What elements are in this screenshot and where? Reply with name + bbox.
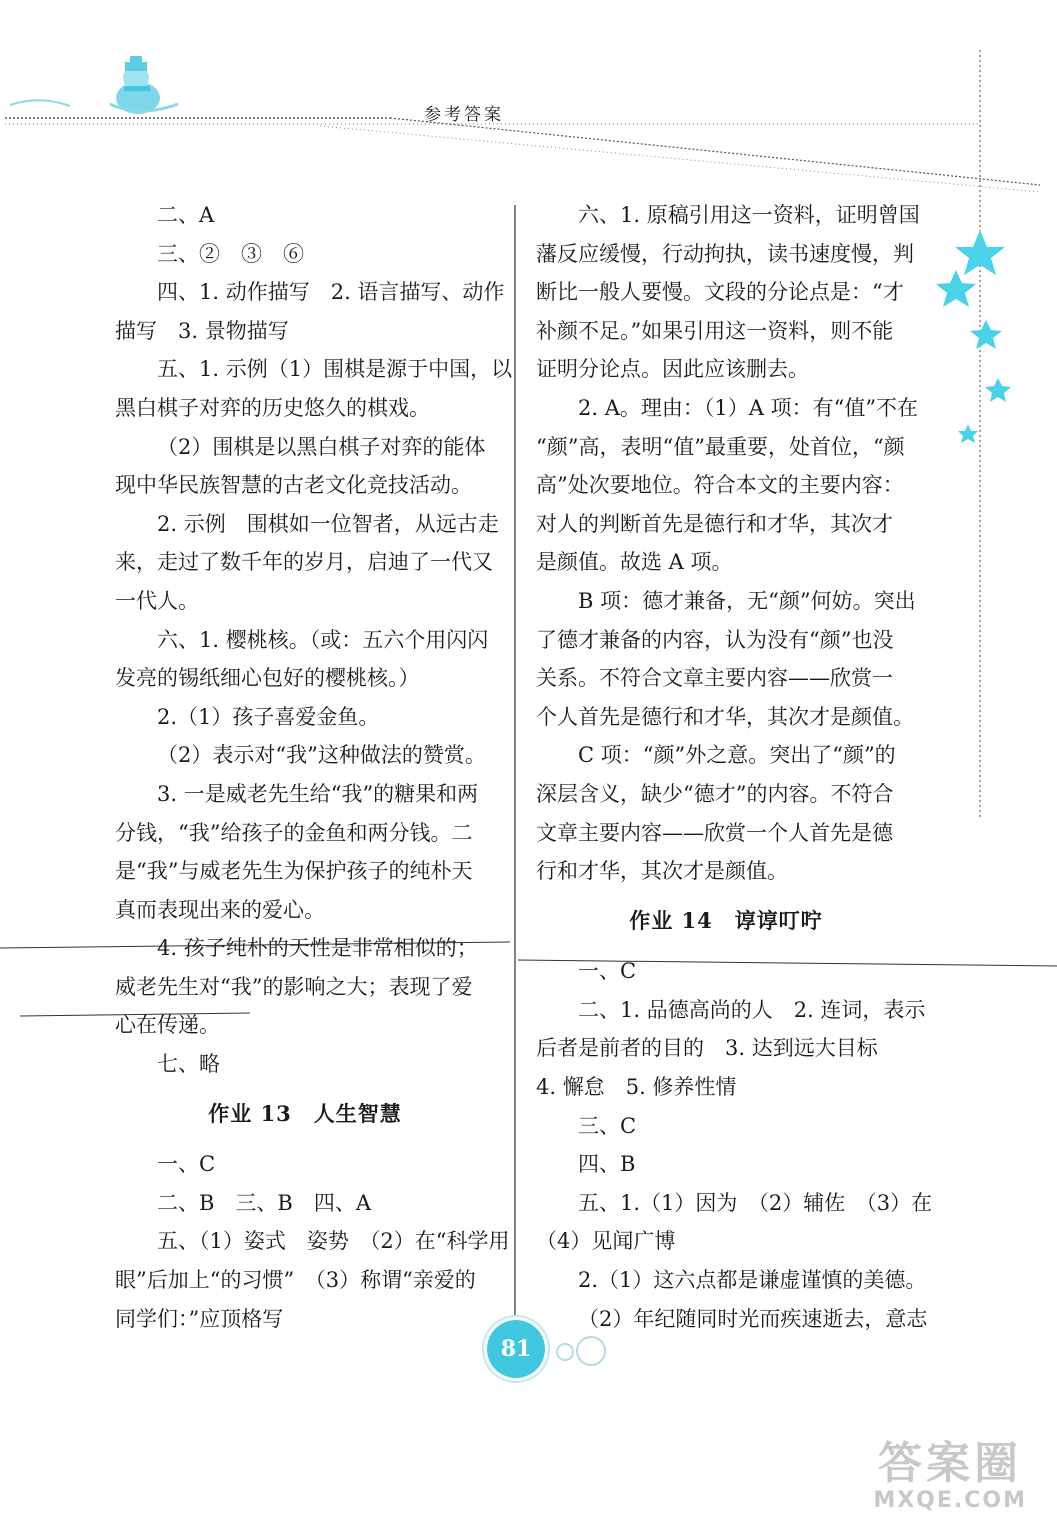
text-line: 一代人。 — [115, 588, 199, 613]
watermark-url: MXQE.COM — [873, 1488, 1027, 1513]
text-line: 深层含义，缺少“德才”的内容。不符合 — [536, 781, 894, 806]
text-line: 现中华民族智慧的古老文化竞技活动。 — [115, 473, 472, 498]
text-line: 二、A — [157, 203, 215, 227]
text-line: 五、1. 示例（1）围棋是源于中国，以 — [157, 357, 513, 382]
text-line: 2. 示例 围棋如一位智者，从远古走 — [157, 511, 499, 536]
text-line: 四、B — [578, 1152, 636, 1177]
header-title: 参考答案 — [424, 105, 504, 125]
text-line: 三、C — [578, 1113, 637, 1138]
text-line: 2. A。理由：（1）A 项：有“值”不在 — [578, 395, 919, 420]
text-line: 4. 懈怠 5. 修养性情 — [536, 1075, 737, 1100]
watermark — [873, 1440, 1027, 1514]
text-line: （2）围棋是以黑白棋子对弈的能体 — [157, 434, 486, 459]
text-line: 是颜值。故选 A 项。 — [536, 550, 733, 575]
text-line: 黑白棋子对弈的历史悠久的棋戏。 — [115, 395, 430, 420]
text-line: 三、② ③ ⑥ — [157, 241, 304, 266]
text-line: 4. 孩子纯朴的天性是非常相似的； — [157, 936, 478, 961]
text-line: 六、1. 樱桃核。（或：五六个用闪闪 — [157, 627, 489, 652]
text-line: 威老先生对“我”的影响之大；表现了爱 — [115, 974, 473, 999]
text-line: 行和才华，其次才是颜值。 — [536, 859, 788, 884]
text-line: 二、B 三、B 四、A — [157, 1190, 372, 1215]
text-line: C 项：“颜”外之意。突出了“颜”的 — [578, 743, 896, 768]
text-line: 一、C — [578, 959, 637, 984]
text-line: 二、1. 品德高尚的人 2. 连词，表示 — [578, 997, 926, 1022]
text-line: 后者是前者的目的 3. 达到远大目标 — [536, 1036, 878, 1061]
decor-circle-small — [556, 1343, 574, 1361]
text-line: 关系。不符合文章主要内容——欣赏一 — [536, 666, 893, 691]
text-line: 断比一般人要慢。文段的分论点是：“才 — [536, 280, 904, 305]
text-line: 藩反应缓慢，行动拘执，读书速度慢，判 — [536, 241, 914, 266]
text-line: 补颜不足。”如果引用这一资料，则不能 — [536, 318, 894, 343]
text-line: 同学们：”应顶格写 — [115, 1306, 284, 1331]
text-line: 七、略 — [157, 1052, 220, 1077]
text-line: 个人首先是德行和才华，其次才是颜值。 — [536, 704, 914, 729]
text-line: 五、1.（1）因为 （2）辅佐 （3）在 — [578, 1190, 933, 1215]
text-line: 3. 一是威老先生给“我”的糖果和两 — [157, 781, 479, 806]
text-line: 是“我”与威老先生为保护孩子的纯朴天 — [115, 859, 473, 884]
text-line: 发亮的锡纸细心包好的樱桃核。） — [115, 666, 420, 691]
right-column — [536, 196, 933, 1338]
text-line: （2）表示对“我”这种做法的赞赏。 — [157, 743, 486, 768]
text-line: 心在传递。 — [115, 1013, 220, 1038]
text-line: 眼”后加上“的习惯” （3）称谓“亲爱的 — [115, 1268, 476, 1293]
text-line: B 项：德才兼备，无“颜”何妨。突出 — [578, 588, 916, 613]
text-line: 真而表现出来的爱心。 — [115, 897, 325, 922]
left-column — [115, 196, 513, 1338]
text-line: 五、（1）姿式 姿势 （2）在“科学用 — [157, 1229, 510, 1254]
text-line: 分钱，“我”给孩子的金鱼和两分钱。二 — [115, 820, 473, 845]
text-line: （2）年纪随同时光而疾速逝去，意志 — [578, 1306, 928, 1331]
text-line: 证明分论点。因此应该删去。 — [536, 357, 809, 382]
text-line: 描写 3. 景物描写 — [115, 318, 289, 343]
text-line: 一、C — [157, 1152, 216, 1177]
decor-circle-large — [576, 1336, 606, 1366]
text-line: 四、1. 动作描写 2. 语言描写、动作 — [157, 280, 505, 305]
text-line: 了德才兼备的内容，认为没有“颜”也没 — [536, 627, 894, 652]
section-heading-14: 作业 14 谆谆叮咛 — [629, 907, 823, 933]
text-line: 对人的判断首先是德行和才华，其次才 — [536, 511, 893, 536]
text-line: 六、1. 原稿引用这一资料，证明曾国 — [578, 203, 920, 227]
text-line: 2.（1）孩子喜爱金鱼。 — [157, 704, 380, 729]
text-line: （4）见闻广博 — [536, 1229, 676, 1254]
text-line: “颜”高，表明“值”最重要，处首位，“颜 — [536, 434, 905, 459]
text-line: 高”处次要地位。符合本文的主要内容： — [536, 473, 904, 498]
section-heading-13: 作业 13 人生智慧 — [208, 1100, 402, 1126]
watermark-logo-text: 答案圈 — [878, 1438, 1023, 1489]
text-line: 文章主要内容——欣赏一个人首先是德 — [536, 820, 893, 845]
page-number: 81 — [487, 1320, 545, 1378]
text-line: 来，走过了数千年的岁月，启迪了一代又 — [115, 550, 493, 575]
text-line: 2.（1）这六点都是谦虚谨慎的美德。 — [578, 1268, 927, 1293]
